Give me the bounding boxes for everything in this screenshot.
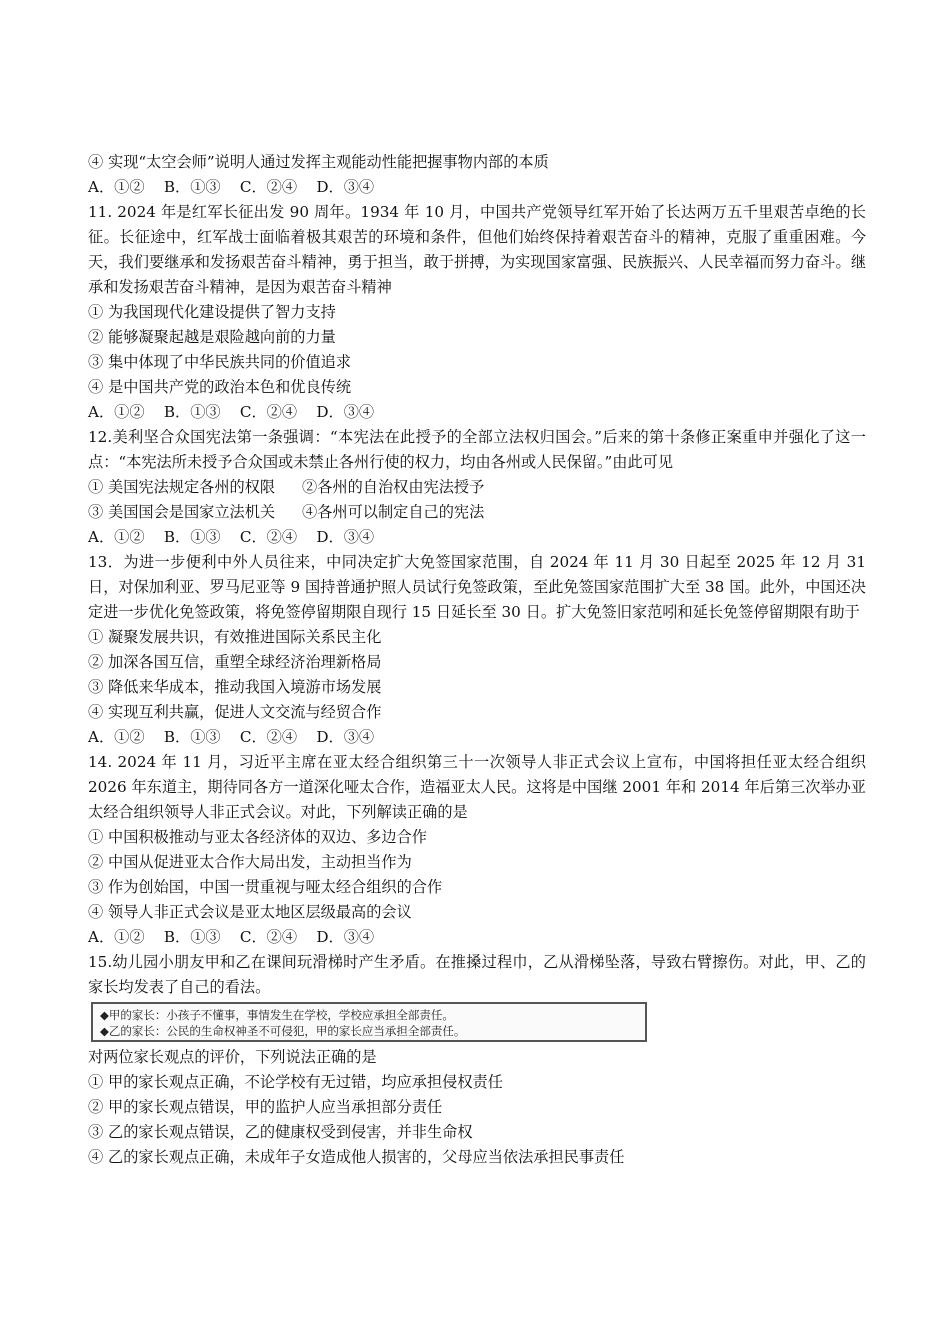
q14-option-1: ① 中国积极推动与亚太各经济体的双边、多边合作 <box>88 828 427 846</box>
q10-answer-choices: A．①② B．①③ C．②④ D．③④ <box>88 178 375 196</box>
q15-parents-views-box <box>91 1002 647 1042</box>
q14-option-4: ④ 领导人非正式会议是亚太地区层级最高的会议 <box>88 903 412 921</box>
q13-option-3: ③ 降低来华成本，推动我国入境游市场发展 <box>88 678 382 696</box>
q14-option-2: ② 中国从促进亚太合作大局出发，主动担当作为 <box>88 853 412 871</box>
q11-option-1: ① 为我国现代化建设提供了智力支持 <box>88 303 336 321</box>
q15-stem: 15.幼儿园小朋友甲和乙在课间玩滑梯时产生矛盾。在推搡过程巾，乙从滑梯坠落，导致右臂擦伤。对此，甲、乙的家长均发表了自己的看法。 <box>88 953 866 996</box>
q14-answer-choices: A．①② B．①③ C．②④ D．③④ <box>88 928 375 946</box>
q15-question: 对两位家长观点的评价，下列说法正确的是 <box>88 1048 377 1066</box>
q11-option-3: ③ 集中体现了中华民族共同的价值追求 <box>88 353 352 371</box>
q13-answer-choices: A．①② B．①③ C．②④ D．③④ <box>88 728 375 746</box>
q11-option-4: ④ 是中国共产党的政治本色和优良传统 <box>88 378 352 396</box>
q12-option-3: ③ 美国国会是国家立法机关 <box>88 503 276 521</box>
q15-option-1: ① 甲的家长观点正确，不论学校有无过错，均应承担侵权责任 <box>88 1073 503 1091</box>
q13-option-4: ④ 实现互利共赢，促进人文交流与经贸合作 <box>88 703 382 721</box>
q12-option-1: ① 美国宪法规定各州的权限 <box>88 478 276 496</box>
q13-option-2: ② 加深各国互信，重塑全球经济治理新格局 <box>88 653 382 671</box>
q12-option-2: ②各州的自治权由宪法授予 <box>302 478 485 496</box>
q15-option-2: ② 甲的家长观点错误，甲的监护人应当承担部分责任 <box>88 1098 443 1116</box>
q15-option-3: ③ 乙的家长观点错误，乙的健康权受到侵害，并非生命权 <box>88 1123 473 1141</box>
q11-option-2: ② 能够凝聚起越是艰险越向前的力量 <box>88 328 336 346</box>
q14-option-3: ③ 作为创始国，中国一贯重视与哑太经合组织的合作 <box>88 878 443 896</box>
q15-parent-b-view: ◆乙的家长：公民的生命权神圣不可侵犯，甲的家长应当承担全部责任。 <box>100 1024 466 1038</box>
q10-option-4: ④ 实现“太空会师”说明人通过发挥主观能动性能把握事物内部的本质 <box>88 153 549 171</box>
q12-stem: 12.美利坚合众国宪法第一条强调：“本宪法在此授予的全部立法权归国会。”后来的第十条修正案重申并强化了这一点：“本宪法所未授予合众国或未禁止各州行使的权力，均由各州或人民保留。”由此可见 <box>88 428 866 471</box>
q12-options-row-2 <box>88 500 866 525</box>
q13-option-1: ① 凝聚发展共识，有效推进国际关系民主化 <box>88 628 382 646</box>
page-content <box>88 150 866 1170</box>
q14-stem: 14. 2024 年 11 月，习近平主席在亚太经合组织第三十一次领导人非正式会议上宣布，中国将担任亚太经合组织 2026 年东道主，期待同各方一道深化哑太合作，造福亚太人民。这将是中国继 2001 年和 2014 年后第三次举办亚太经合组织领导人非正式会议。对此，下列解读正确的是 <box>88 753 866 821</box>
q12-options-row-1 <box>88 475 866 500</box>
q11-stem: 11. 2024 年是红军长征出发 90 周年。1934 年 10 月，中国共产党领导红军开始了长达两万五千里艰苦卓绝的长征。长征途中，红军战士面临着极其艰苦的环境和条件，但他们始终保持着艰苦奋斗的精神，克服了重重困难。今天，我们要继承和发扬艰苦奋斗精神，勇于担当，敢于拼搏，为实现国家富强、民族振兴、人民幸福而努力奋斗。继承和发扬艰苦奋斗精神，是因为艰苦奋斗精神 <box>88 203 866 296</box>
q11-answer-choices: A．①② B．①③ C．②④ D．③④ <box>88 403 375 421</box>
q12-answer-choices: A．①② B．①③ C．②④ D．③④ <box>88 528 375 546</box>
q15-parent-a-view: ◆甲的家长：小孩子不懂事，事情发生在学校，学校应承担全部责任。 <box>100 1008 454 1022</box>
q12-option-4: ④各州可以制定自己的宪法 <box>302 503 485 521</box>
q15-option-4: ④ 乙的家长观点正确，未成年子女造成他人损害的，父母应当依法承担民事责任 <box>88 1148 625 1166</box>
q13-stem: 13．为进一步便利中外人员往来，中同决定扩大免签国家范围，自 2024 年 11 月 30 日起至 2025 年 12 月 31 日，对保加利亚、罗马尼亚等 9 国持普通护照人员试行免签政策，至此免签国家范围扩大至 38 国。此外，中国还决定进一步优化免签政策，将免签停留期限自现行 15 日延长至 30 日。扩大免签旧家范吲和延长免签停留期限有助于 <box>88 553 866 621</box>
